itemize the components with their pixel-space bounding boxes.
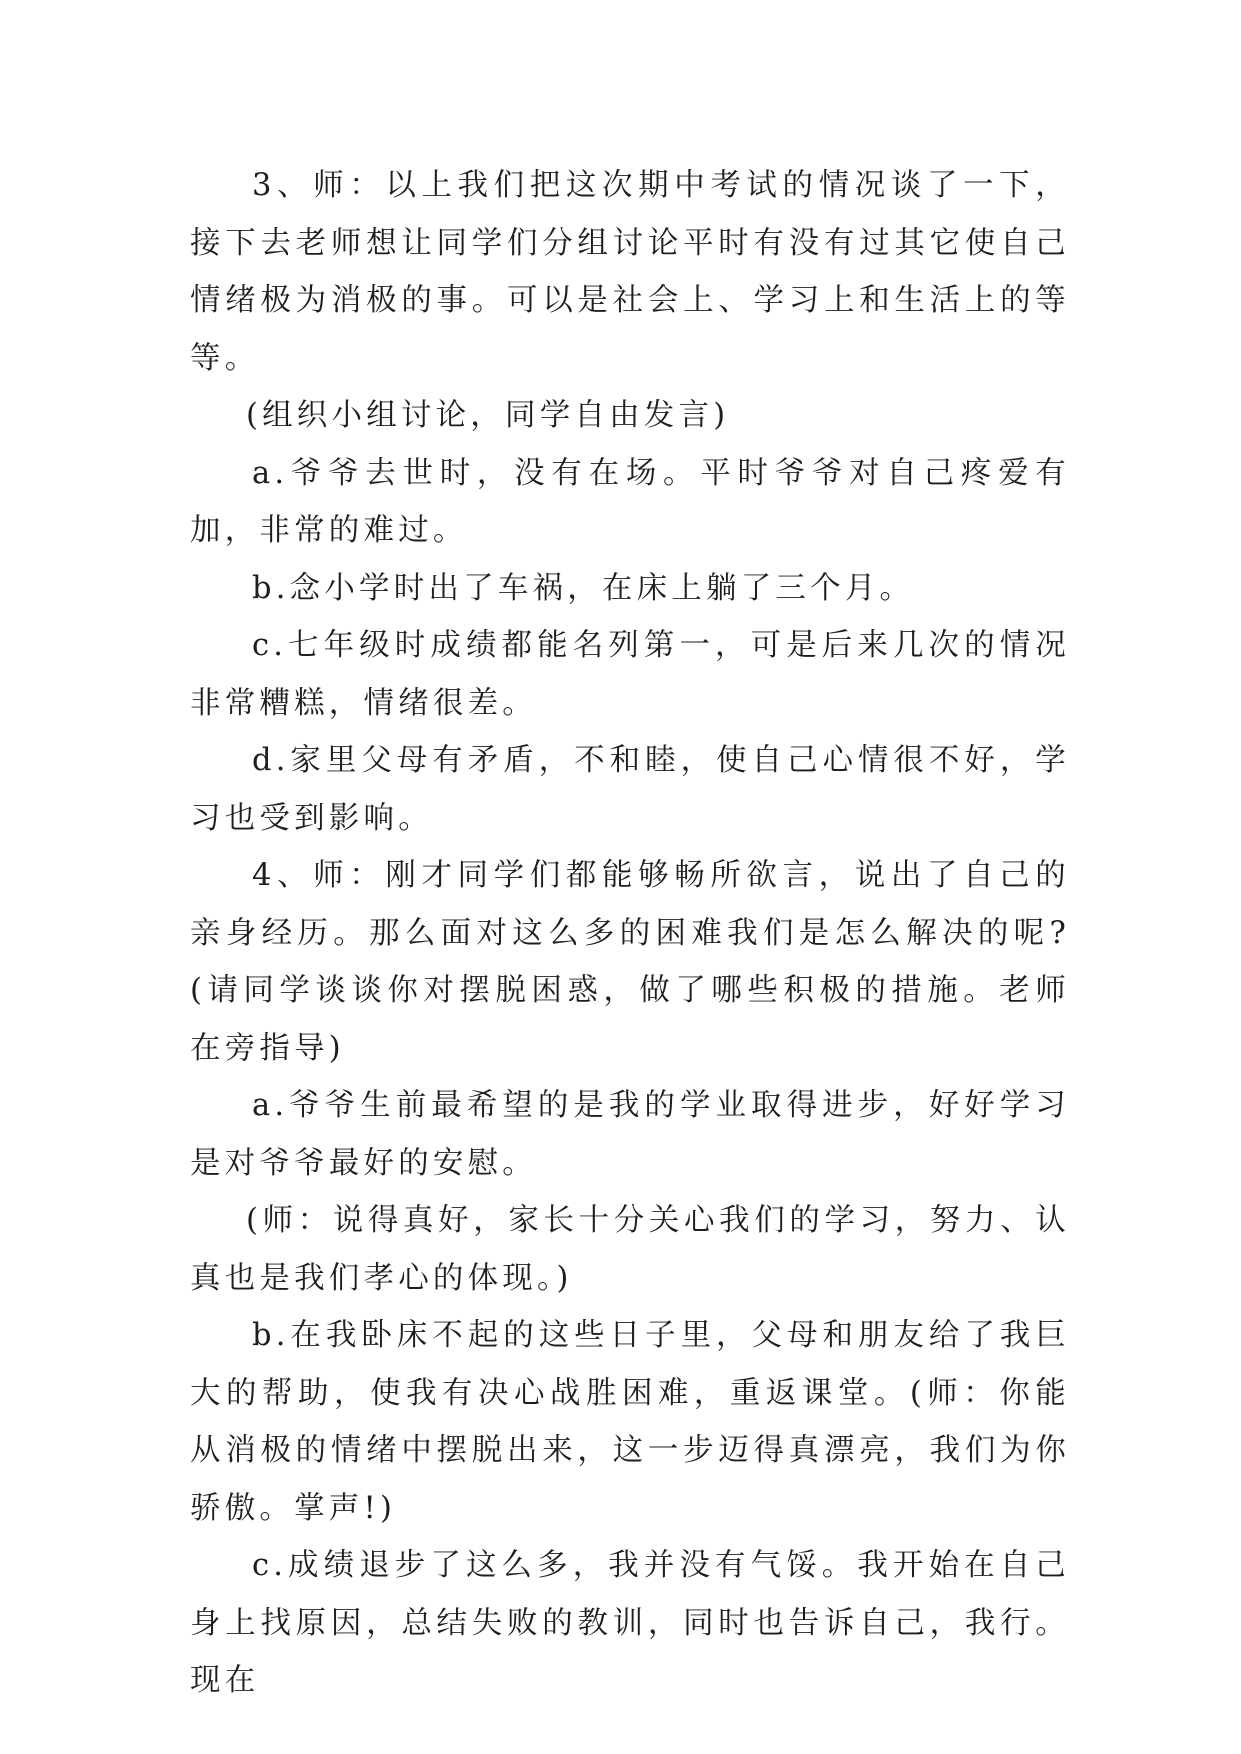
paragraph-answer-a: a.爷爷去世时，没有在场。平时爷爷对自己疼爱有加，非常的难过。: [190, 455, 1070, 548]
paragraph-solution-a: a.爷爷生前最希望的是我的学业取得进步，好好学习是对爷爷最好的安慰。: [190, 1088, 1070, 1181]
paragraph-teacher-step-4: 4、师：刚才同学们都能够畅所欲言，说出了自己的亲身经历。那么面对这么多的困难我们是怎么解决的呢?(请同学谈谈你对摆脱困惑，做了哪些积极的措施。老师在旁指导): [190, 858, 1070, 1066]
paragraph-solution-c: c.成绩退步了这么多，我并没有气馁。我开始在自己身上找原因，总结失败的教训，同时也告诉自己，我行。现在: [190, 1548, 1070, 1698]
paragraph-teacher-step-3: 3、师：以上我们把这次期中考试的情况谈了一下，接下去老师想让同学们分组讨论平时有没有过其它使自己情绪极为消极的事。可以是社会上、学习上和生活上的等等。: [190, 168, 1070, 376]
paragraph-solution-b: b.在我卧床不起的这些日子里，父母和朋友给了我巨大的帮助，使我有决心战胜困难，重返课堂。(师：你能从消极的情绪中摆脱出来，这一步迈得真漂亮，我们为你骄傲。掌声!): [190, 1318, 1070, 1526]
paragraph-answer-c: c.七年级时成绩都能名列第一，可是后来几次的情况非常糟糕，情绪很差。: [190, 628, 1070, 721]
paragraph-discussion-note: (组织小组讨论，同学自由发言): [246, 398, 730, 433]
paragraph-answer-d: d.家里父母有矛盾，不和睦，使自己心情很不好，学习也受到影响。: [190, 743, 1070, 836]
document-body: [190, 157, 1070, 1710]
paragraph-answer-b: b.念小学时出了车祸，在床上躺了三个月。: [252, 570, 915, 606]
paragraph-teacher-comment: (师：说得真好，家长十分关心我们的学习，努力、认真也是我们孝心的体现。): [190, 1203, 1070, 1296]
